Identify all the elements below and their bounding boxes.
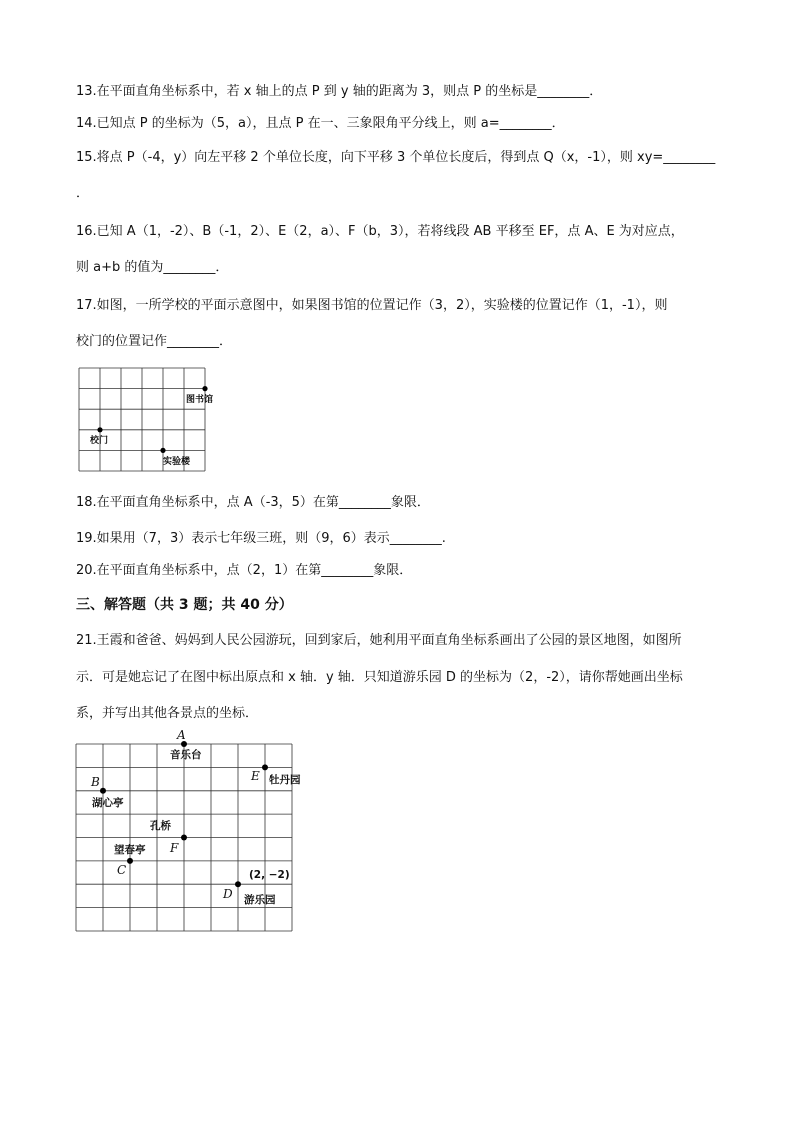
question-15: 15.将点 P（-4，y）向左平移 2 个单位长度，向下平移 3 个单位长度后，得到点 Q（x，-1），则 xy=________ (76, 150, 716, 165)
question-16: 16.已知 A（1，-2）、B（-1，2）、E（2，a）、F（b，3），若将线段 AB 平移至 EF，点 A、E 为对应点， (76, 224, 684, 239)
question-17: 17.如图，一所学校的平面示意图中，如果图书馆的位置记作（3，2），实验楼的位置记作（1，-1），则 (76, 298, 668, 313)
question-18: 18.在平面直角坐标系中，点 A（-3，5）在第________象限． (76, 495, 430, 510)
point-d-label: D (223, 887, 233, 901)
point-d (235, 881, 241, 887)
point-e-label: E (251, 769, 260, 783)
school-grid-figure (79, 368, 214, 472)
music-stage-label: 音乐台 (170, 749, 202, 761)
question-15-end: ． (76, 186, 90, 201)
gate-label: 校门 (90, 436, 109, 446)
question-21-cont: 示．可是她忘记了在图中标出原点和 x 轴．y 轴．只知道游乐园 D 的坐标为（2，-2），请你帮她画出坐标 (76, 670, 683, 685)
point-b (100, 788, 106, 794)
question-20: 20.在平面直角坐标系中，点（2，1）在第________象限． (76, 563, 413, 578)
section-heading: 三、解答题（共 3 题；共 40 分） (76, 597, 293, 613)
point-c (127, 858, 133, 864)
question-21-cont2: 系，并写出其他各景点的坐标． (76, 706, 259, 721)
peony-garden-label: 牡丹园 (269, 774, 301, 786)
bridge-label: 孔桥 (150, 820, 171, 832)
spring-pavilion-label: 望春亭 (114, 844, 146, 856)
question-16-cont: 则 a+b 的值为________． (76, 260, 229, 275)
point-c-label: C (117, 863, 127, 877)
question-17-cont: 校门的位置记作________． (76, 334, 233, 349)
gate-point (97, 427, 102, 432)
question-19: 19.如果用（7，3）表示七年级三班，则（9，6）表示________. (76, 531, 446, 546)
amusement-park-label: 游乐园 (244, 894, 276, 906)
library-point (202, 386, 207, 391)
lab-label: 实验楼 (163, 457, 191, 467)
question-21: 21.王霞和爸爸、妈妈到人民公园游玩，回到家后，她利用平面直角坐标系画出了公园的景区地图，如图所 (76, 633, 682, 648)
park-map-figure (76, 728, 301, 934)
point-b-label: B (91, 775, 100, 789)
lake-pavilion-label: 湖心亭 (92, 797, 124, 809)
point-a-label: A (177, 728, 186, 742)
point-e (262, 764, 268, 770)
question-13: 13.在平面直角坐标系中，若 x 轴上的点 P 到 y 轴的距离为 3，则点 P 的坐标是________． (76, 84, 603, 99)
point-f-label: F (170, 841, 179, 855)
point-d-coordinate: (2, −2) (249, 869, 290, 881)
library-label: 图书馆 (186, 395, 214, 405)
question-14: 14.已知点 P 的坐标为（5，a），且点 P 在一、三象限角平分线上，则 a=________． (76, 116, 565, 131)
point-f (181, 835, 187, 841)
lab-point (160, 448, 165, 453)
